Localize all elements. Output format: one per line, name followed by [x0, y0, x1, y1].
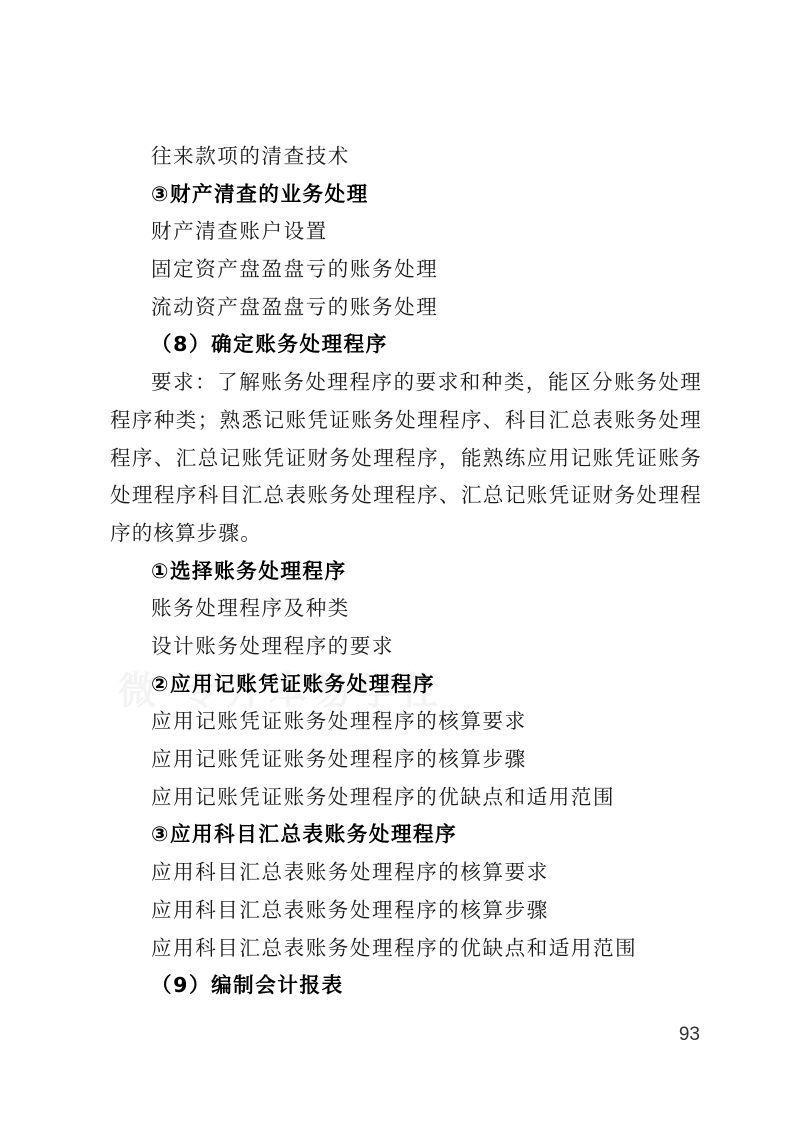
list-item: 往来款项的清查技术: [151, 144, 350, 168]
list-item: 应用记账凭证账务处理程序的核算步骤: [151, 747, 527, 772]
chapter-heading: （9）编制会计报表: [151, 973, 344, 998]
requirements-paragraph: 要求：了解账务处理程序的要求和种类，能区分账务处理程序种类；熟悉记账凭证账务处理程序、科目汇总表账务处理程序、汇总记账凭证财务处理程序，能熟练应用记账凭证账务处理程序科目汇总表账务处理程序、汇总记账凭证财务处理程序的核算步骤。: [110, 370, 702, 545]
list-item: 应用科目汇总表账务处理程序的核算要求: [151, 860, 549, 885]
page-body: [110, 138, 702, 1005]
section-heading: ③应用科目汇总表账务处理程序: [151, 822, 458, 847]
list-item: 设计账务处理程序的要求: [151, 634, 395, 659]
chapter-heading: （8）确定账务处理程序: [151, 332, 388, 357]
list-item: 应用科目汇总表账务处理程序的优缺点和适用范围: [151, 935, 638, 960]
list-item: 账务处理程序及种类: [151, 596, 350, 621]
section-heading: ②应用记账凭证账务处理程序: [151, 671, 436, 696]
page-number: 93: [678, 1024, 700, 1045]
list-item: 财产清查账户设置: [151, 219, 328, 244]
list-item: 流动资产盘盈盘亏的账务处理: [151, 294, 439, 319]
section-heading: ③财产清查的业务处理: [151, 181, 369, 206]
section-heading: ①选择账务处理程序: [151, 558, 347, 583]
list-item: 应用科目汇总表账务处理程序的核算步骤: [151, 897, 549, 922]
list-item: 应用记账凭证账务处理程序的核算要求: [151, 709, 527, 734]
list-item: 应用记账凭证账务处理程序的优缺点和适用范围: [151, 784, 616, 809]
list-item: 固定资产盘盈盘亏的账务处理: [151, 257, 439, 282]
